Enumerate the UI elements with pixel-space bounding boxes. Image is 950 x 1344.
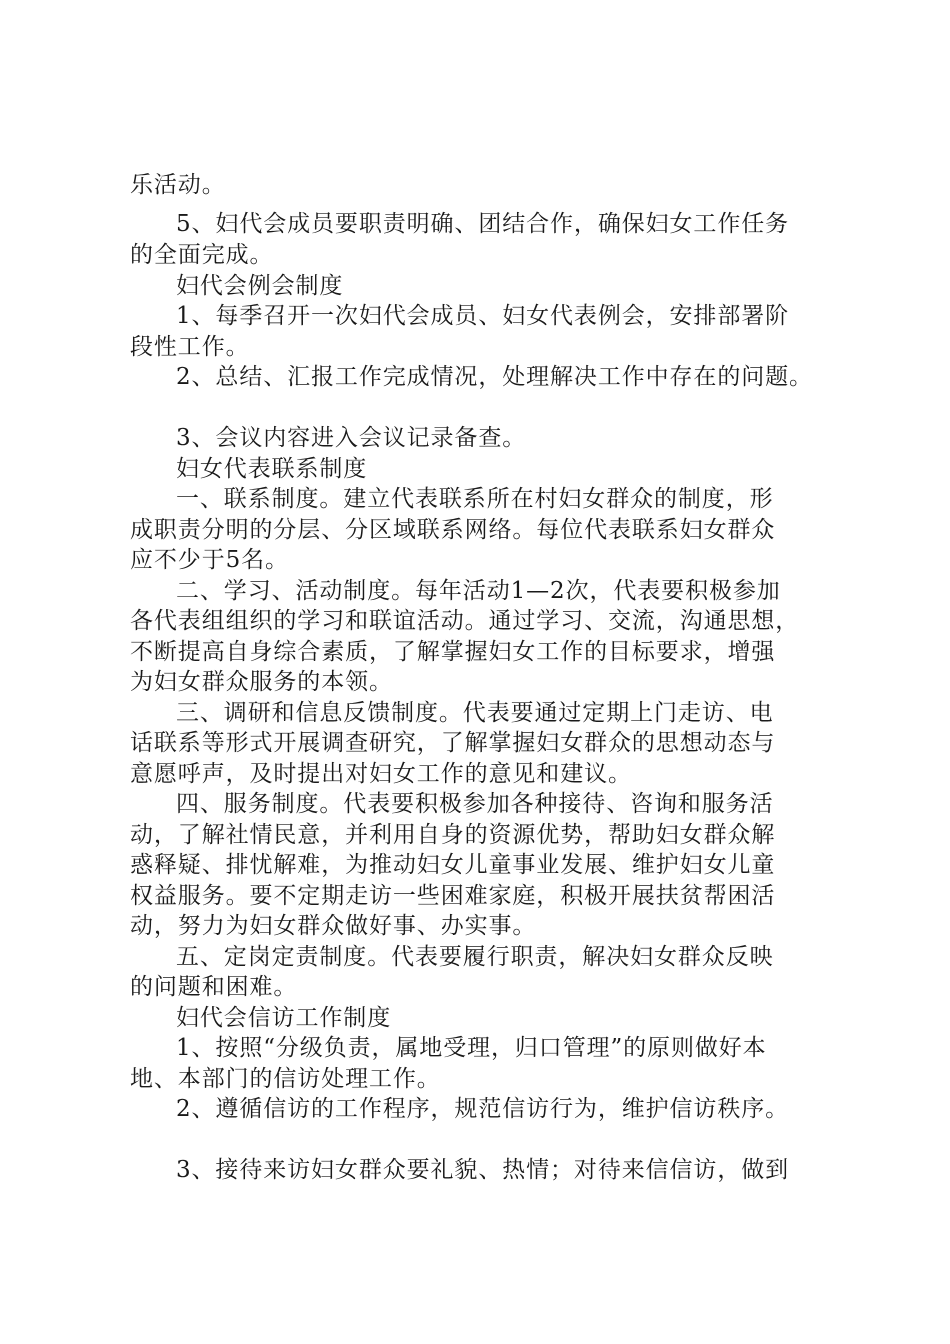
section-title: 妇代会信访工作制度 xyxy=(176,1005,392,1031)
text-line: 三、调研和信息反馈制度。代表要通过定期上门走访、电 xyxy=(176,700,774,726)
text-line: 五、定岗定责制度。代表要履行职责，解决妇女群众反映 xyxy=(176,944,774,970)
text-line: 动，努力为妇女群众做好事、办实事。 xyxy=(130,913,537,939)
text-line: 乐活动。 xyxy=(130,172,226,198)
text-line: 二、学习、活动制度。每年活动1—2次，代表要积极参加 xyxy=(176,578,781,604)
text-line: 1、每季召开一次妇代会成员、妇女代表例会，安排部署阶 xyxy=(176,303,790,329)
text-line: 不断提高自身综合素质，了解掌握妇女工作的目标要求，增强 xyxy=(130,639,776,665)
text-line: 地、本部门的信访处理工作。 xyxy=(130,1066,441,1092)
text-line: 为妇女群众服务的本领。 xyxy=(130,669,393,695)
text-line: 3、会议内容进入会议记录备查。 xyxy=(176,425,527,451)
text-line: 段性工作。 xyxy=(130,334,250,360)
text-line: 2、遵循信访的工作程序，规范信访行为，维护信访秩序。 xyxy=(176,1096,790,1122)
text-line: 1、按照“分级负责，属地受理，归口管理”的原则做好本 xyxy=(176,1035,767,1061)
text-line: 成职责分明的分层、分区域联系网络。每位代表联系妇女群众 xyxy=(130,517,776,543)
text-line: 3、接待来访妇女群众要礼貌、热情；对待来信信访，做到 xyxy=(176,1157,790,1183)
text-line: 各代表组组织的学习和联谊活动。通过学习、交流，沟通思想， xyxy=(130,608,800,634)
text-line: 的问题和困难。 xyxy=(130,974,298,1000)
text-line: 四、服务制度。代表要积极参加各种接待、咨询和服务活 xyxy=(176,791,774,817)
section-title: 妇女代表联系制度 xyxy=(176,456,368,482)
text-line: 动，了解社情民意，并利用自身的资源优势，帮助妇女群众解 xyxy=(130,822,776,848)
text-line: 2、总结、汇报工作完成情况，处理解决工作中存在的问题。 xyxy=(176,364,813,390)
text-line: 话联系等形式开展调查研究，了解掌握妇女群众的思想动态与 xyxy=(130,730,776,756)
text-line: 一、联系制度。建立代表联系所在村妇女群众的制度，形 xyxy=(176,486,774,512)
text-line: 5、妇代会成员要职责明确、团结合作，确保妇女工作任务 xyxy=(176,211,790,237)
section-title: 妇代会例会制度 xyxy=(176,273,344,299)
text-line: 权益服务。要不定期走访一些困难家庭，积极开展扶贫帮困活 xyxy=(130,883,776,909)
text-line: 惑释疑、排忧解难，为推动妇女儿童事业发展、维护妇女儿童 xyxy=(130,852,776,878)
text-line: 应不少于5名。 xyxy=(130,547,289,573)
text-line: 意愿呼声，及时提出对妇女工作的意见和建议。 xyxy=(130,761,632,787)
text-line: 的全面完成。 xyxy=(130,242,274,268)
